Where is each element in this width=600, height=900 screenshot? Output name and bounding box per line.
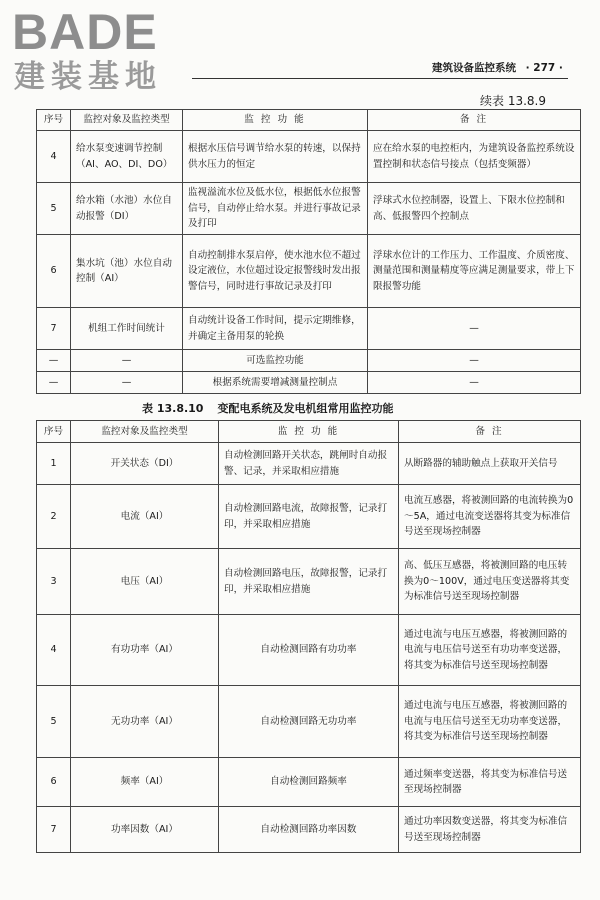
cell-object: — — [71, 350, 183, 372]
cell-no: — — [37, 372, 71, 394]
cell-no: 7 — [37, 308, 71, 350]
cell-note: 通过电流与电压互感器，将被测回路的电流与电压信号送至有功功率变送器，将其变为标准信号送至现场控制器 — [399, 615, 581, 686]
cell-no: 6 — [37, 235, 71, 308]
cell-no: 1 — [37, 443, 71, 485]
col-header-note: 备 注 — [368, 110, 581, 131]
logo-wordmark: BADE — [12, 4, 158, 60]
col-header-object: 监控对象及监控类型 — [71, 110, 183, 131]
cell-object: 功率因数（AI） — [71, 807, 219, 853]
table-caption — [142, 400, 393, 416]
col-header-note: 备 注 — [399, 421, 581, 443]
cell-function: 根据水压信号调节给水泵的转速，以保持供水压力的恒定 — [183, 131, 368, 183]
table-row — [37, 807, 581, 853]
cell-note: 应在给水泵的电控柜内，为建筑设备监控系统设置控制和状态信号接点（包括变频器） — [368, 131, 581, 183]
cell-note: 浮球式水位控制器，设置上、下限水位控制和高、低报警四个控制点 — [368, 183, 581, 235]
cell-note: 通过频率变送器，将其变为标准信号送至现场控制器 — [399, 758, 581, 807]
cell-no: 4 — [37, 615, 71, 686]
table-row — [37, 443, 581, 485]
running-header — [432, 60, 563, 75]
cell-note: 浮球水位计的工作压力、工作温度、介质密度、测量范围和测量精度等应满足测量要求，带上下限报警功能 — [368, 235, 581, 308]
cell-note: — — [368, 350, 581, 372]
cell-function: 监视溢流水位及低水位，根据低水位报警信号，自动停止给水泵。并进行事故记录及打印 — [183, 183, 368, 235]
cell-object: 机组工作时间统计 — [71, 308, 183, 350]
cell-function: 自动检测回路无功功率 — [219, 686, 399, 758]
table-row — [37, 308, 581, 350]
cell-object: 开关状态（DI） — [71, 443, 219, 485]
cell-function: 自动检测回路电流，故障报警，记录打印，并采取相应措施 — [219, 485, 399, 549]
header-title: 建筑设备监控系统 — [432, 62, 516, 74]
cell-no: — — [37, 350, 71, 372]
cell-note: 通过功率因数变送器，将其变为标准信号送至现场控制器 — [399, 807, 581, 853]
cell-object: — — [71, 372, 183, 394]
table-13-8-9-continued — [36, 109, 581, 394]
col-header-object: 监控对象及监控类型 — [71, 421, 219, 443]
cell-function: 可选监控功能 — [183, 350, 368, 372]
table-header-row — [37, 110, 581, 131]
cell-no: 3 — [37, 549, 71, 615]
table-row — [37, 131, 581, 183]
page-number: · 277 · — [525, 62, 563, 74]
cell-note: — — [368, 372, 581, 394]
table-13-8-10 — [36, 420, 581, 853]
cell-function: 自动统计设备工作时间，提示定期维修，并确定主备用泵的轮换 — [183, 308, 368, 350]
table-row — [37, 235, 581, 308]
table-header-row — [37, 421, 581, 443]
table-row — [37, 686, 581, 758]
cell-no: 6 — [37, 758, 71, 807]
table-row — [37, 350, 581, 372]
col-header-no: 序号 — [37, 110, 71, 131]
table-row — [37, 372, 581, 394]
cell-function: 根据系统需要增减测量控制点 — [183, 372, 368, 394]
cell-note: 通过电流与电压互感器，将被测回路的电流与电压信号送至无功功率变送器，将其变为标准信号送至现场控制器 — [399, 686, 581, 758]
logo-subtitle: 建装基地 — [14, 59, 162, 95]
cell-note: — — [368, 308, 581, 350]
cell-no: 5 — [37, 183, 71, 235]
cell-note: 高、低压互感器，将被测回路的电压转换为0～100V，通过电压变送器将其变为标准信号送至现场控制器 — [399, 549, 581, 615]
cell-note: 电流互感器，将被测回路的电流转换为0～5A，通过电流变送器将其变为标准信号送至现场控制器 — [399, 485, 581, 549]
cell-no: 4 — [37, 131, 71, 183]
cell-no: 7 — [37, 807, 71, 853]
cell-object: 电流（AI） — [71, 485, 219, 549]
cell-object: 无功功率（AI） — [71, 686, 219, 758]
cell-function: 自动检测回路电压，故障报警，记录打印，并采取相应措施 — [219, 549, 399, 615]
table-row — [37, 758, 581, 807]
table-caption-number: 表 13.8.10 — [142, 402, 204, 415]
table-continuation-label: 续表 13.8.9 — [480, 94, 546, 108]
table-row — [37, 485, 581, 549]
cell-object: 有功功率（AI） — [71, 615, 219, 686]
cell-no: 2 — [37, 485, 71, 549]
brand-logo — [6, 4, 196, 100]
cell-note: 从断路器的辅助触点上获取开关信号 — [399, 443, 581, 485]
col-header-function: 监 控 功 能 — [219, 421, 399, 443]
header-rule — [192, 78, 568, 79]
cell-no: 5 — [37, 686, 71, 758]
cell-object: 频率（AI） — [71, 758, 219, 807]
cell-object: 给水箱（水池）水位自动报警（DI） — [71, 183, 183, 235]
cell-object: 集水坑（池）水位自动控制（AI） — [71, 235, 183, 308]
col-header-function: 监 控 功 能 — [183, 110, 368, 131]
cell-function: 自动检测回路频率 — [219, 758, 399, 807]
table-row — [37, 549, 581, 615]
table-row — [37, 615, 581, 686]
cell-object: 给水泵变速调节控制（AI、AO、DI、DO） — [71, 131, 183, 183]
cell-function: 自动控制排水泵启停，使水池水位不超过设定液位，水位超过设定报警线时发出报警信号，同时进行事故记录及打印 — [183, 235, 368, 308]
cell-function: 自动检测回路功率因数 — [219, 807, 399, 853]
cell-function: 自动检测回路有功功率 — [219, 615, 399, 686]
cell-object: 电压（AI） — [71, 549, 219, 615]
col-header-no: 序号 — [37, 421, 71, 443]
table-row — [37, 183, 581, 235]
cell-function: 自动检测回路开关状态，跳闸时自动报警、记录，并采取相应措施 — [219, 443, 399, 485]
table-caption-title: 变配电系统及发电机组常用监控功能 — [217, 402, 394, 415]
